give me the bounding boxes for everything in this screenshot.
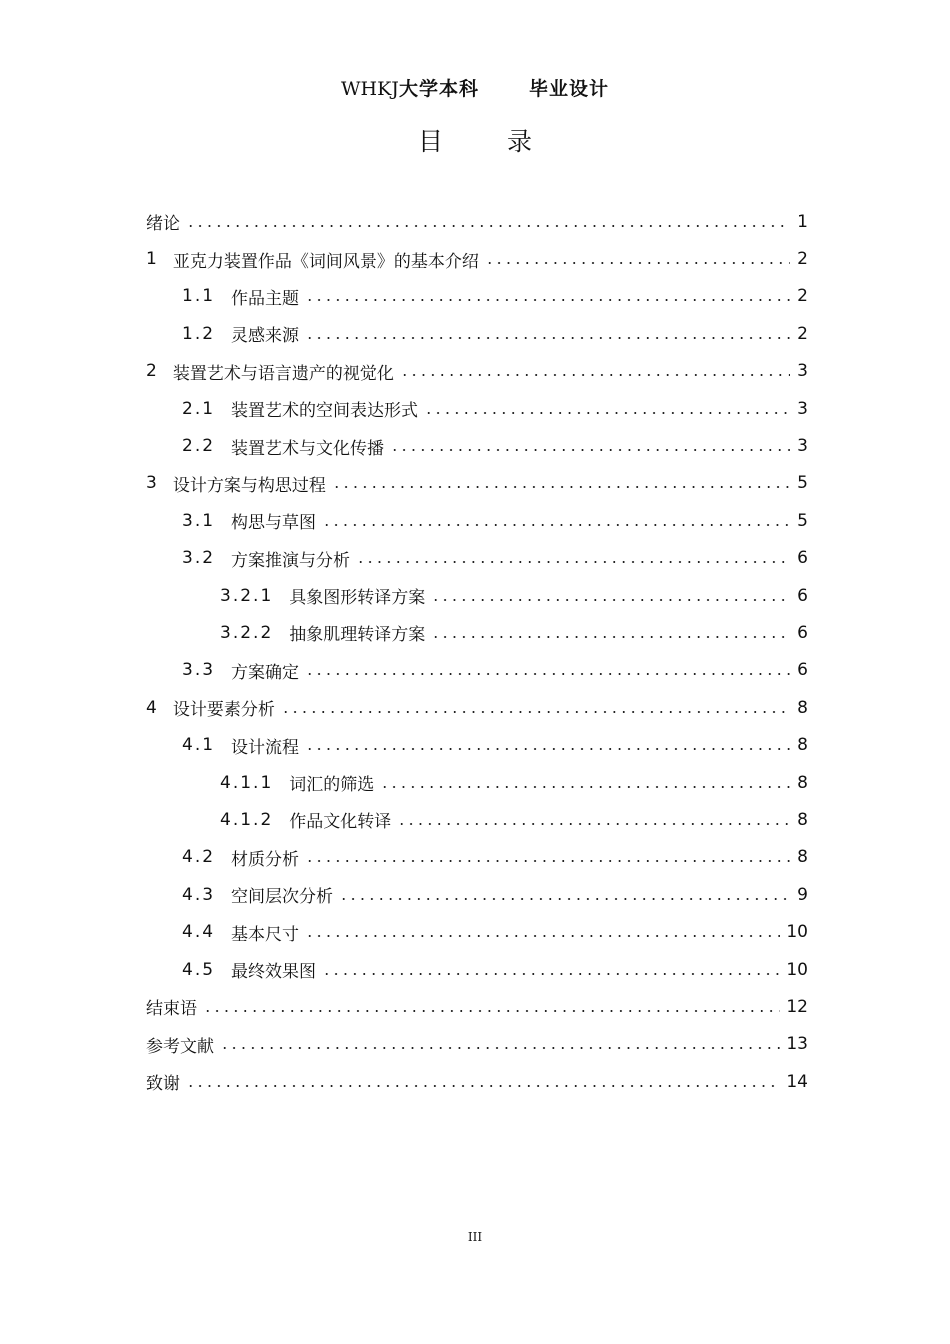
toc-dot-leader	[220, 1047, 780, 1049]
toc-entry-page: 2	[797, 323, 808, 344]
toc-entry-number: 3.2.1	[220, 585, 274, 606]
toc-entry-number: 4.1.2	[220, 809, 274, 830]
toc-entry-label: 基本尺寸	[231, 924, 300, 945]
toc-entry[interactable]	[146, 1026, 808, 1063]
toc-dot-leader	[431, 599, 790, 601]
toc-entry-number: 4.1	[182, 735, 216, 756]
toc-entry-page: 12	[786, 996, 808, 1017]
toc-entry-page: 14	[786, 1071, 808, 1092]
toc-dot-leader	[424, 412, 790, 414]
toc-entry-label: 方案确定	[231, 662, 300, 683]
toc-entry-page: 2	[797, 286, 808, 307]
toc-entry[interactable]	[146, 726, 808, 763]
toc-dot-leader	[305, 860, 790, 862]
toc-entry-label: 抽象肌理转译方案	[289, 625, 426, 646]
toc-entry-label: 构思与草图	[231, 513, 317, 534]
toc-entry-number: 2	[146, 361, 157, 382]
toc-dot-leader	[390, 449, 790, 451]
toc-entry-label: 灵感来源	[231, 326, 300, 347]
toc-entry[interactable]	[146, 577, 808, 614]
toc-entry-label: 作品文化转译	[289, 812, 392, 833]
toc-entry-number: 1.1	[182, 286, 216, 307]
toc-entry-label: 亚克力装置作品《词间风景》的基本介绍	[172, 251, 479, 272]
toc-entry-number: 2.1	[182, 398, 216, 419]
toc-entry-label: 致谢	[146, 1074, 180, 1095]
toc-entry-page: 9	[797, 884, 808, 905]
toc-entry[interactable]	[146, 876, 808, 913]
toc-entry[interactable]	[146, 801, 808, 838]
toc-entry-page: 8	[797, 809, 808, 830]
toc-entry-label: 词汇的筛选	[289, 775, 375, 796]
toc-entry-page: 3	[797, 361, 808, 382]
toc-dot-leader	[322, 524, 790, 526]
header-school-suffix: 大学本科	[398, 78, 479, 100]
toc-entry-number: 3.1	[182, 510, 216, 531]
toc-entry[interactable]	[146, 614, 808, 651]
toc-entry-label: 参考文献	[146, 1036, 214, 1057]
toc-entry-number: 4.5	[182, 959, 216, 980]
toc-dot-leader	[356, 561, 790, 563]
page-number: III	[467, 1230, 483, 1244]
toc-entry-page: 8	[797, 772, 808, 793]
toc-dot-leader	[485, 262, 790, 264]
toc-entry[interactable]	[146, 353, 808, 390]
toc-entry-page: 6	[797, 660, 808, 681]
toc-entry-page: 1	[797, 211, 808, 232]
toc-entry[interactable]	[146, 390, 808, 427]
toc-entry-number: 4	[146, 697, 157, 718]
toc-entry-page: 6	[797, 622, 808, 643]
toc-entry-page: 5	[797, 473, 808, 494]
toc-dot-leader	[305, 299, 790, 301]
toc-entry-number: 4.3	[182, 884, 216, 905]
toc-entry-label: 装置艺术与语言遗产的视觉化	[172, 363, 394, 384]
toc-entry-label: 具象图形转译方案	[289, 588, 426, 609]
toc-entry-page: 2	[797, 249, 808, 270]
toc-dot-leader	[305, 673, 790, 675]
toc-dot-leader	[186, 225, 790, 227]
toc-entry[interactable]	[146, 540, 808, 577]
toc-title: 目 录	[418, 127, 560, 156]
toc-entry-number: 3.2.2	[220, 622, 274, 643]
toc-entry-label: 绪论	[146, 214, 180, 235]
toc-entry-page: 6	[797, 585, 808, 606]
toc-dot-leader	[203, 1010, 780, 1012]
toc-entry-page: 10	[786, 922, 808, 943]
toc-entry[interactable]	[146, 988, 808, 1025]
toc-entry[interactable]	[146, 502, 808, 539]
toc-entry[interactable]	[146, 764, 808, 801]
toc-entry-label: 设计方案与构思过程	[172, 475, 326, 496]
toc-dot-leader	[322, 973, 780, 975]
toc-entry-number: 3	[146, 473, 157, 494]
toc-entry-page: 3	[797, 436, 808, 457]
toc-dot-leader	[305, 935, 780, 937]
toc-entry[interactable]	[146, 203, 808, 240]
toc-entry-label: 空间层次分析	[231, 887, 334, 908]
toc-dot-leader	[305, 337, 790, 339]
toc-entry-label: 作品主题	[231, 288, 300, 309]
toc-entry-label: 结束语	[146, 999, 197, 1020]
toc-entry-number: 1.2	[182, 323, 216, 344]
toc-entry-label: 设计流程	[231, 737, 300, 758]
toc-entry[interactable]	[146, 1063, 808, 1100]
header-doc-type: 毕业设计	[528, 78, 609, 100]
toc-dot-leader	[186, 1085, 780, 1087]
toc-entry-page: 13	[786, 1034, 808, 1055]
toc-entry[interactable]	[146, 652, 808, 689]
toc-entry-page: 10	[786, 959, 808, 980]
toc-entry-number: 3.3	[182, 660, 216, 681]
toc-entry-label: 设计要素分析	[172, 700, 275, 721]
toc-entry[interactable]	[146, 465, 808, 502]
toc-entry-label: 装置艺术的空间表达形式	[231, 401, 419, 422]
header-school: WHKJ	[341, 78, 399, 100]
toc-entry-page: 3	[797, 398, 808, 419]
toc-entry[interactable]	[146, 951, 808, 988]
toc-entry-number: 2.2	[182, 436, 216, 457]
toc-entry-page: 8	[797, 847, 808, 868]
toc-entry-number: 3.2	[182, 548, 216, 569]
toc-entry[interactable]	[146, 839, 808, 876]
toc-dot-leader	[281, 711, 790, 713]
toc-entry[interactable]	[146, 240, 808, 277]
toc-entry-number: 4.2	[182, 847, 216, 868]
toc-entry-label: 方案推演与分析	[231, 550, 351, 571]
toc-dot-leader	[339, 898, 790, 900]
toc-entry-label: 材质分析	[231, 849, 300, 870]
toc-entry[interactable]	[146, 913, 808, 950]
toc-entry-page: 6	[797, 548, 808, 569]
toc-entry-number: 4.1.1	[220, 772, 274, 793]
toc-entry-number: 4.4	[182, 922, 216, 943]
page-header	[0, 74, 950, 101]
toc-entry[interactable]	[146, 427, 808, 464]
toc-dot-leader	[305, 748, 790, 750]
toc-entry-page: 8	[797, 735, 808, 756]
toc-dot-leader	[380, 786, 790, 788]
toc-entry[interactable]	[146, 689, 808, 726]
toc-dot-leader	[431, 636, 790, 638]
toc-entry-page: 8	[797, 697, 808, 718]
toc-dot-leader	[397, 823, 790, 825]
toc-entry[interactable]	[146, 315, 808, 352]
toc-entry[interactable]	[146, 278, 808, 315]
toc-entry-page: 5	[797, 510, 808, 531]
toc-dot-leader	[400, 374, 790, 376]
table-of-contents	[146, 203, 808, 1100]
toc-entry-label: 最终效果图	[231, 962, 317, 982]
toc-entry-number: 1	[146, 249, 157, 270]
toc-dot-leader	[332, 486, 790, 488]
toc-entry-label: 装置艺术与文化传播	[231, 438, 385, 459]
